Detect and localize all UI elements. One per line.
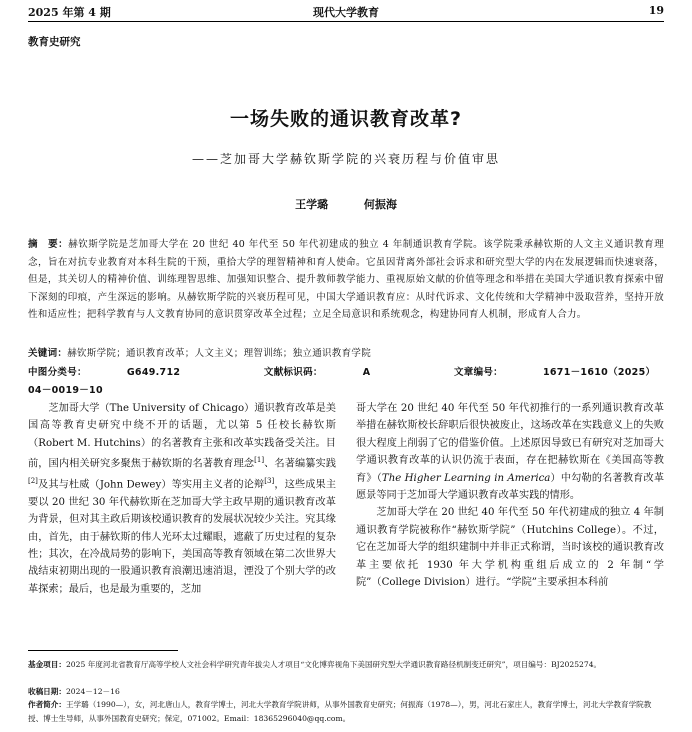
- clc-number: 中图分类号： G649.712: [28, 367, 181, 378]
- keywords: [28, 345, 664, 363]
- abstract: [28, 236, 664, 324]
- document-code: 文献标识码： A: [263, 367, 371, 378]
- journal-issue: 2025 年第 4 期: [28, 6, 111, 19]
- author-name: 何振海: [363, 198, 397, 211]
- citation-ref[interactable]: [3]: [264, 477, 275, 486]
- keywords-label: 关键词：: [28, 348, 68, 359]
- citation-ref[interactable]: [2]: [28, 477, 38, 486]
- received-date-footnote: 收稿日期：2024－12－16: [28, 687, 120, 696]
- citation-ref[interactable]: [1]: [254, 456, 265, 465]
- keywords-text: 赫钦斯学院；通识教育改革；人文主义；理智训练；独立通识教育学院: [67, 348, 372, 359]
- body-column-right: [356, 400, 664, 591]
- body-paragraph: 芝加哥大学（The University of Chicago）通识教育改革是美国高等教育史研究中绕不开的话题，尤以第 5 任校长赫钦斯（Robert M. Hutchins）的名著教育主张和改革实践备受关注。目前，国内相关研究多聚焦于赫钦斯的名著教育理念[1]、名著编纂实践[2]及其与杜威（John Dewey）等实用主义者的论辩[3]，这些成果主要以 20 世纪 30 年代赫钦斯在芝加哥大学主政早期的通识教育改革为背景，但对其主政后期该校通识教育的发展状况较少关注。究其缘由，首先，由于赫钦斯的伟人光环太过耀眼，遮蔽了历史过程的复杂性；其次，在冷战局势的影响下，美国高等教育领域在第二次世界大战结束初期出现的一股通识教育浪潮迅速消退，湮没了个别大学的改革探索；最后，也是最为重要的，芝加: [28, 403, 337, 595]
- body-paragraph: 芝加哥大学在 20 世纪 40 年代至 50 年代初建成的独立 4 年制通识教育学院被称作“赫钦斯学院”（Hutchins College）。不过，它在芝加哥大学的组织建制中并非正式称谓，当时该校的通识教育改革主要依托 1930 年大学机构重组后成立的 2 年制“学院”（College Division）进行。“学院”主要承担本科前: [356, 507, 664, 589]
- fund-footnote: 基金项目：2025 年度河北省教育厅高等学校人文社会科学研究青年拔尖人才项目“文化博弈视角下美国研究型大学通识教育路径机制变迁研究”，项目编号：BJ2025274。: [28, 660, 602, 669]
- section-label: 教育史研究: [28, 36, 81, 48]
- body-column-left: [28, 400, 336, 598]
- article-title: 一场失败的通识教育改革?: [229, 108, 463, 130]
- author-bio-footnote: 作者简介：王学璐（1990—），女，河北唐山人，教育学博士，河北大学教育学院讲师，从事外国教育史研究；何振海（1978—），男，河北石家庄人，教育学博士，河北大学教育学院教授、博士生导师，从事外国教育史研究；保定，071002。Email：18365296040@qq.com。: [28, 700, 652, 723]
- author-name: 王学璐: [295, 198, 329, 211]
- header-rule: [28, 21, 664, 22]
- footnote-rule: [28, 650, 178, 651]
- page-number: 19: [648, 4, 664, 17]
- abstract-text: 赫钦斯学院是芝加哥大学在 20 世纪 40 年代至 50 年代初建成的独立 4 年制通识教育学院。该学院秉承赫钦斯的人文主义通识教育理念，旨在对抗专业教育对本科生院的干预，重拾大学的理智精神和育人使命。它虽因背离外部社会诉求和研究型大学的内在发展逻辑而快速衰落，但是，其关切人的精神价值、训练理智思维、加强知识整合、提升教师教学能力、重视原始文献的价值等理念和举措在美国大学通识教育探索中留下深刻的印痕，产生深远的影响。从赫钦斯学院的兴衰历程可见，中国大学通识教育应：从时代诉求、文化传统和大学精神中汲取营养，坚持开放性和适应性；把科学教育与人文教育协同的意识贯穿改革全过程；立足全局意识和系统观念，构建协同育人机制，形成育人合力。: [28, 239, 664, 320]
- book-title: The Higher Learning in America: [381, 472, 551, 484]
- running-header: [28, 4, 664, 22]
- body-paragraph: 哥大学在 20 世纪 40 年代至 50 年代初推行的一系列通识教育改革举措在赫钦斯校长辞职后很快被废止，这场改革在实践意义上的失败很大程度上削弱了它的借鉴价值。上述原因导致已有研究对芝加哥大学通识教育改革的认识仍流于表面，存在把赫钦斯在《美国高等教育》（The Higher Learning in America）中勾勒的名著教育改革愿景等同于芝加哥大学通识教育改革实践的情形。: [356, 403, 665, 502]
- author-list: [0, 196, 692, 212]
- article-number: 文章编号： 1671－1610（2025）04－0019－10: [28, 367, 656, 396]
- article-subtitle: ——芝加哥大学赫钦斯学院的兴衰历程与价值审思: [191, 152, 500, 166]
- journal-name: 现代大学教育: [313, 6, 379, 19]
- classification-line: [28, 364, 664, 399]
- abstract-label: 摘 要：: [28, 239, 69, 250]
